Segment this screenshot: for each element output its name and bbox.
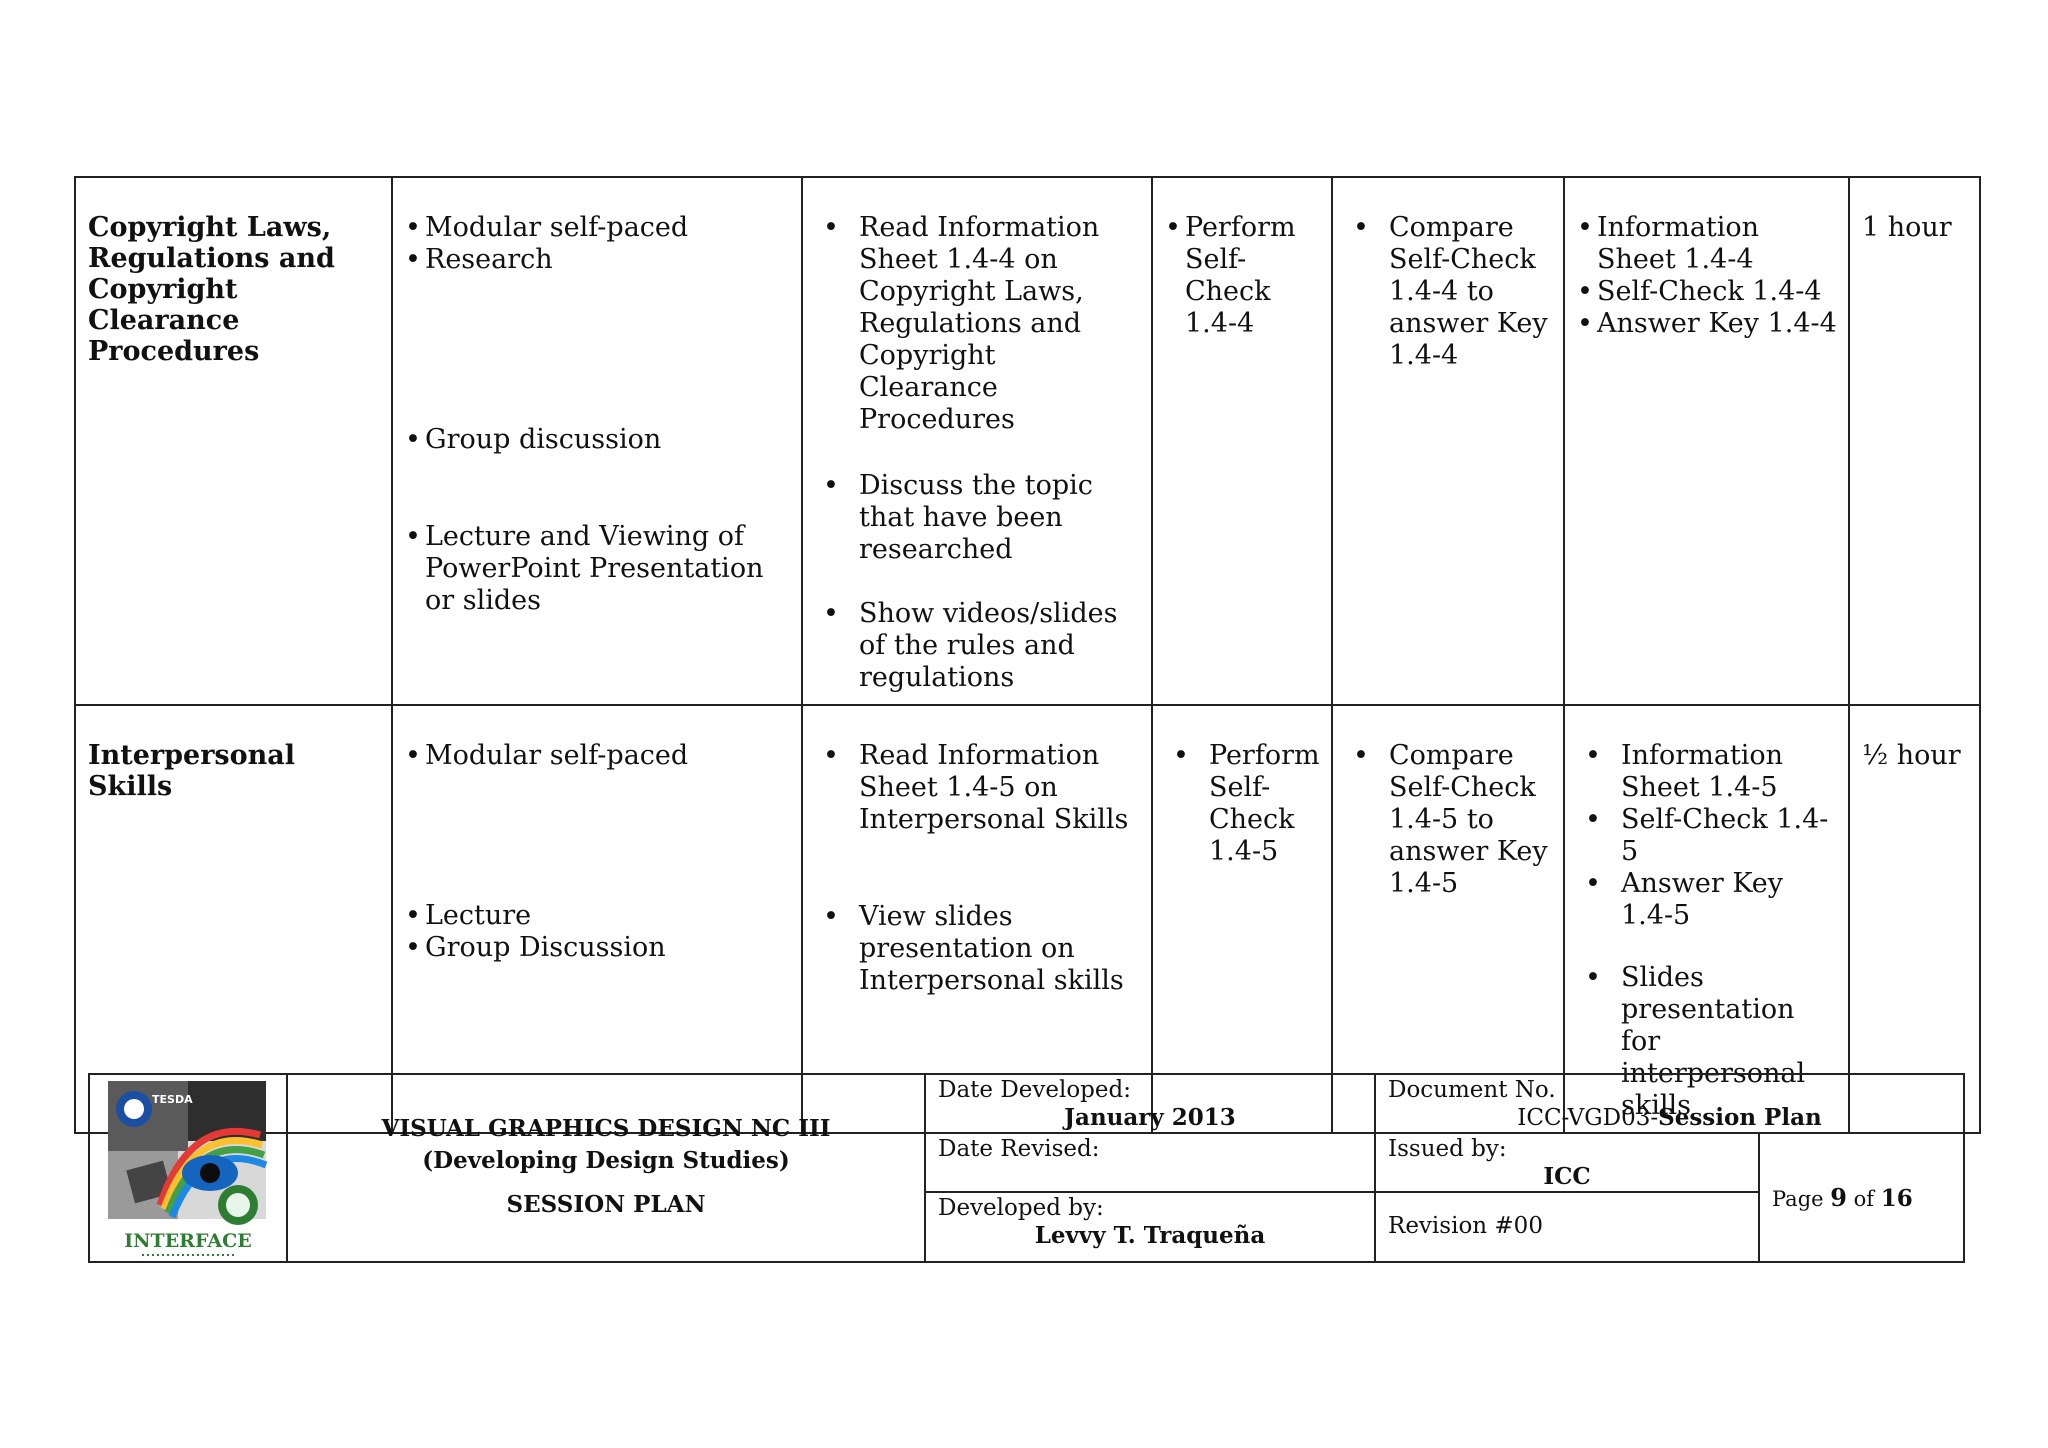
- course-title: VISUAL GRAPHICS DESIGN NC III: [381, 1115, 831, 1142]
- svg-text:TESDA: TESDA: [152, 1093, 193, 1106]
- list-item: • Perform Self-Check 1.4-4: [1165, 212, 1321, 340]
- topic-cell: [75, 705, 392, 1133]
- assessment-cell: [1152, 705, 1332, 1133]
- footer-title-cell: [288, 1075, 926, 1261]
- page-total: 16: [1880, 1185, 1913, 1212]
- developed-by-cell: [926, 1193, 1376, 1261]
- document-no-suffix: Session Plan: [1658, 1104, 1822, 1131]
- list-item: • Perform Self-Check 1.4-5: [1165, 740, 1321, 868]
- time-cell: [1849, 177, 1980, 705]
- document-footer: [88, 1073, 1965, 1263]
- methods-group: [405, 521, 791, 617]
- list-item: • Read Information Sheet 1.4-4 on Copyright Laws, Regulations and Copyright Clearance Procedures: [815, 212, 1141, 436]
- resources-cell: [1564, 177, 1849, 705]
- table-row: [75, 705, 1980, 1133]
- methods-cell: [392, 705, 802, 1133]
- date-developed-cell: [926, 1075, 1376, 1134]
- date-developed-value: January 2013: [1064, 1104, 1236, 1131]
- page-number-cell: [1760, 1134, 1963, 1261]
- developed-by-label: Developed by:: [938, 1195, 1104, 1221]
- list-item: • Modular self-paced: [405, 212, 791, 244]
- topic-label: Copyright Laws, Regulations and Copyright Clearance Procedures: [88, 212, 335, 367]
- activities-cell: [802, 177, 1152, 705]
- issued-by-cell: [1376, 1134, 1760, 1193]
- list-item: • Information Sheet 1.4-4: [1577, 212, 1838, 276]
- methods-group: [405, 212, 791, 276]
- assessment-cell: [1152, 177, 1332, 705]
- list-item: • View slides presentation on Interpersonal skills: [815, 901, 1141, 997]
- list-item: • Self-Check 1.4-5: [1577, 804, 1838, 868]
- logo-cell: [90, 1075, 288, 1261]
- checking-list: [1345, 740, 1553, 900]
- assessment-list: [1165, 212, 1321, 340]
- issued-by-label: Issued by:: [1388, 1136, 1507, 1162]
- resources-cell: [1564, 705, 1849, 1133]
- document-no-prefix: ICC-VGD03-: [1517, 1105, 1659, 1131]
- list-item: • Self-Check 1.4-4: [1577, 276, 1838, 308]
- document-no-cell: [1376, 1075, 1963, 1134]
- activities-cell: [802, 705, 1152, 1133]
- checking-cell: [1332, 705, 1564, 1133]
- list-item: • Lecture and Viewing of PowerPoint Presentation or slides: [405, 521, 791, 617]
- list-item: • Read Information Sheet 1.4-5 on Interpersonal Skills: [815, 740, 1141, 836]
- activities-group: [815, 212, 1141, 436]
- time-value: ½ hour: [1862, 740, 1961, 771]
- list-item: • Compare Self-Check 1.4-4 to answer Key 1.4-4: [1345, 212, 1553, 372]
- page-of: of: [1853, 1187, 1875, 1211]
- list-item: • Discuss the topic that have been researched: [815, 470, 1141, 566]
- list-item: • Group discussion: [405, 424, 791, 456]
- list-item: • Slides presentation for interpersonal skills: [1577, 962, 1838, 1122]
- checking-cell: [1332, 177, 1564, 705]
- list-item: • Information Sheet 1.4-5: [1577, 740, 1838, 804]
- list-item: • Lecture: [405, 900, 791, 932]
- list-item: • Group Discussion: [405, 932, 791, 964]
- revision-label: Revision #00: [1388, 1213, 1543, 1239]
- course-subtitle: (Developing Design Studies): [422, 1147, 790, 1174]
- developed-by-value: Levvy T. Traqueña: [1034, 1222, 1266, 1249]
- date-revised-cell: [926, 1134, 1376, 1193]
- revision-cell: [1376, 1193, 1760, 1261]
- activities-group: [815, 740, 1141, 836]
- page-current: 9: [1830, 1183, 1847, 1212]
- checking-list: [1345, 212, 1553, 372]
- school-logo-icon: [90, 1075, 286, 1261]
- document-type: SESSION PLAN: [506, 1191, 706, 1218]
- topic-cell: [75, 177, 392, 705]
- activities-group: [815, 598, 1141, 694]
- methods-group: [405, 424, 791, 456]
- resources-list: [1577, 740, 1838, 1122]
- list-item: • Modular self-paced: [405, 740, 791, 772]
- date-developed-label: Date Developed:: [938, 1077, 1131, 1103]
- document-no-label: Document No.: [1388, 1077, 1556, 1103]
- time-cell: [1849, 705, 1980, 1133]
- topic-label: Interpersonal Skills: [88, 740, 296, 802]
- activities-group: [815, 901, 1141, 997]
- methods-cell: [392, 177, 802, 705]
- list-item: • Answer Key 1.4-5: [1577, 868, 1838, 932]
- issued-by-value: ICC: [1543, 1163, 1591, 1190]
- table-row: [75, 177, 1980, 705]
- time-value: 1 hour: [1862, 212, 1952, 243]
- document-no-value: [1388, 1104, 1951, 1132]
- resources-list: [1577, 212, 1838, 340]
- date-revised-label: Date Revised:: [938, 1136, 1100, 1162]
- session-plan-table: [74, 176, 1981, 1134]
- list-item: • Answer Key 1.4-4: [1577, 308, 1838, 340]
- list-item: • Show videos/slides of the rules and regulations: [815, 598, 1141, 694]
- page-word: Page: [1772, 1187, 1824, 1211]
- methods-group: [405, 740, 791, 772]
- activities-group: [815, 470, 1141, 566]
- list-item: • Compare Self-Check 1.4-5 to answer Key 1.4-5: [1345, 740, 1553, 900]
- svg-text:INTERFACE: INTERFACE: [124, 1230, 252, 1252]
- list-item: • Research: [405, 244, 791, 276]
- assessment-list: [1165, 740, 1321, 868]
- methods-group: [405, 900, 791, 964]
